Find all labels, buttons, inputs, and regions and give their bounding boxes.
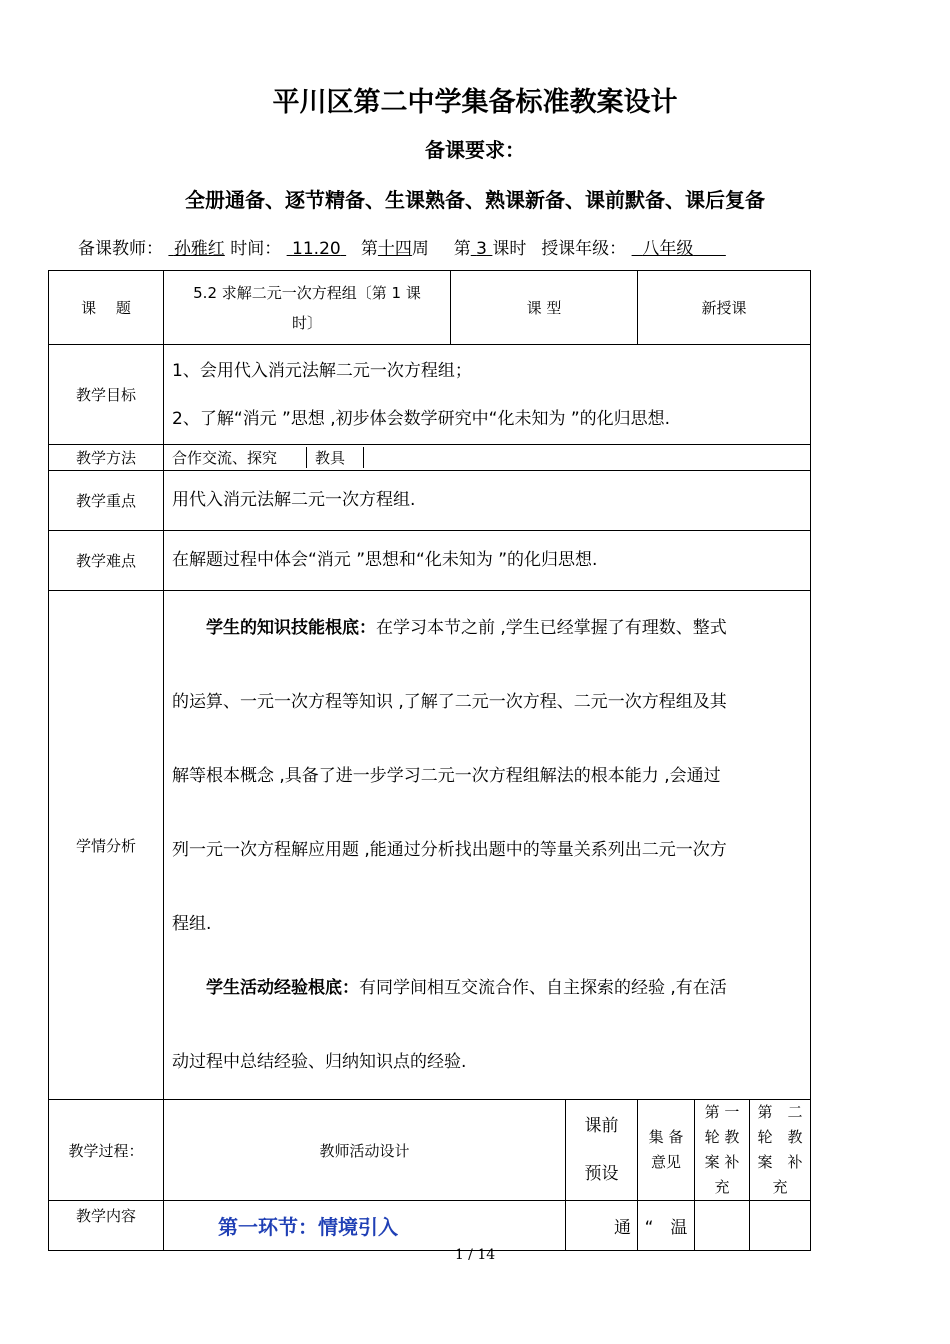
method-label: 教学方法 — [49, 445, 164, 471]
requirements-heading: 备课要求： — [425, 138, 525, 162]
method-inner — [164, 447, 364, 468]
type-value: 新授课 — [638, 271, 811, 345]
group-opinion-cell: “ 温 — [638, 1201, 695, 1251]
pre-plan-header: 课前 预设 — [566, 1100, 638, 1201]
grade-label: 授课年级： — [541, 239, 627, 259]
week-value: 十四 — [377, 239, 412, 259]
document-title: 平川区第二中学集备标准教案设计 — [272, 87, 678, 118]
week-suffix: 周 — [411, 239, 429, 259]
row-content — [49, 1201, 811, 1251]
lesson-prefix: 第 — [453, 239, 471, 259]
goal-item: 1、会用代入消元法解二元一次方程组； — [172, 360, 472, 381]
pre-plan-cell: 通 — [566, 1201, 638, 1251]
goal-list — [164, 345, 811, 445]
analysis-label: 学情分析 — [49, 591, 164, 1100]
requirements-slogan: 全册通备、逐节精备、生课熟备、熟课新备、课前默备、课后复备 — [185, 188, 765, 212]
section-heading: 第一环节：情境引入 — [218, 1215, 398, 1239]
key-value: 用代入消元法解二元一次方程组. — [164, 471, 811, 531]
lesson-suffix: 课时 — [492, 239, 527, 259]
round1-header: 第 一 轮 教 案 补 充 — [695, 1100, 750, 1201]
difficulty-value: 在解题过程中体会“消元 ”思想和“化未知为 ”的化归思想. — [164, 531, 811, 591]
row-process-header — [49, 1100, 811, 1201]
lesson-meta-line — [78, 234, 726, 259]
row-difficulty — [49, 531, 811, 591]
process-label: 教学过程： — [49, 1100, 164, 1201]
teacher-label: 备课教师： — [78, 239, 163, 259]
type-label: 课 型 — [451, 271, 638, 345]
row-goals — [49, 345, 811, 445]
row-topic — [49, 271, 811, 345]
content-label: 教学内容 — [49, 1201, 164, 1251]
lesson-plan-table — [48, 270, 811, 1251]
round2-cell — [750, 1201, 811, 1251]
grade-value: 八年级 — [642, 239, 694, 259]
row-key — [49, 471, 811, 531]
topic-value: 5.2 求解二元一次方程组〔第 1 课 时〕 — [164, 271, 451, 345]
lesson-value: 3 — [476, 239, 487, 259]
teacher-design-header: 教师活动设计 — [164, 1100, 566, 1201]
page-number: 1 / 14 — [454, 1247, 496, 1263]
time-value: 11.20 — [292, 239, 341, 259]
round1-cell — [695, 1201, 750, 1251]
analysis-text: 学生的知识技能根底：在学习本节之前 ,学生已经掌握了有理数、整式 的运算、一元一次方程等知识 ,了解了二元一次方程、二元一次方程组及其 解等根本概念 ,具备了进一步学习二元一次方程组解法的根本能力 ,会通过 列一元一次方程解应用题 ,能通过分析找出题中的等量关系列出二元一次方 程组. 学生活动经验根底：有同学间相互交流合作、自主探索的经验 ,有在活 动过程中总结经验、归纳知识点的经验. — [164, 591, 811, 1100]
key-label: 教学重点 — [49, 471, 164, 531]
goal-label: 教学目标 — [49, 345, 164, 445]
round2-header: 第 二 轮 教 案 补 充 — [750, 1100, 811, 1201]
tools-label: 教具 — [307, 447, 364, 468]
week-prefix: 第 — [360, 239, 378, 259]
time-label: 时间： — [230, 239, 282, 259]
row-method — [49, 445, 811, 471]
teacher-name: 孙雅红 — [173, 239, 225, 259]
group-opinion-header: 集 备 意见 — [638, 1100, 695, 1201]
method-value: 合作交流、探究 — [164, 447, 307, 468]
difficulty-label: 教学难点 — [49, 531, 164, 591]
row-analysis — [49, 591, 811, 1100]
goal-item: 2、了解“消元 ”思想 ,初步体会数学研究中“化未知为 ”的化归思想. — [172, 408, 671, 429]
topic-label: 课 题 — [49, 271, 164, 345]
